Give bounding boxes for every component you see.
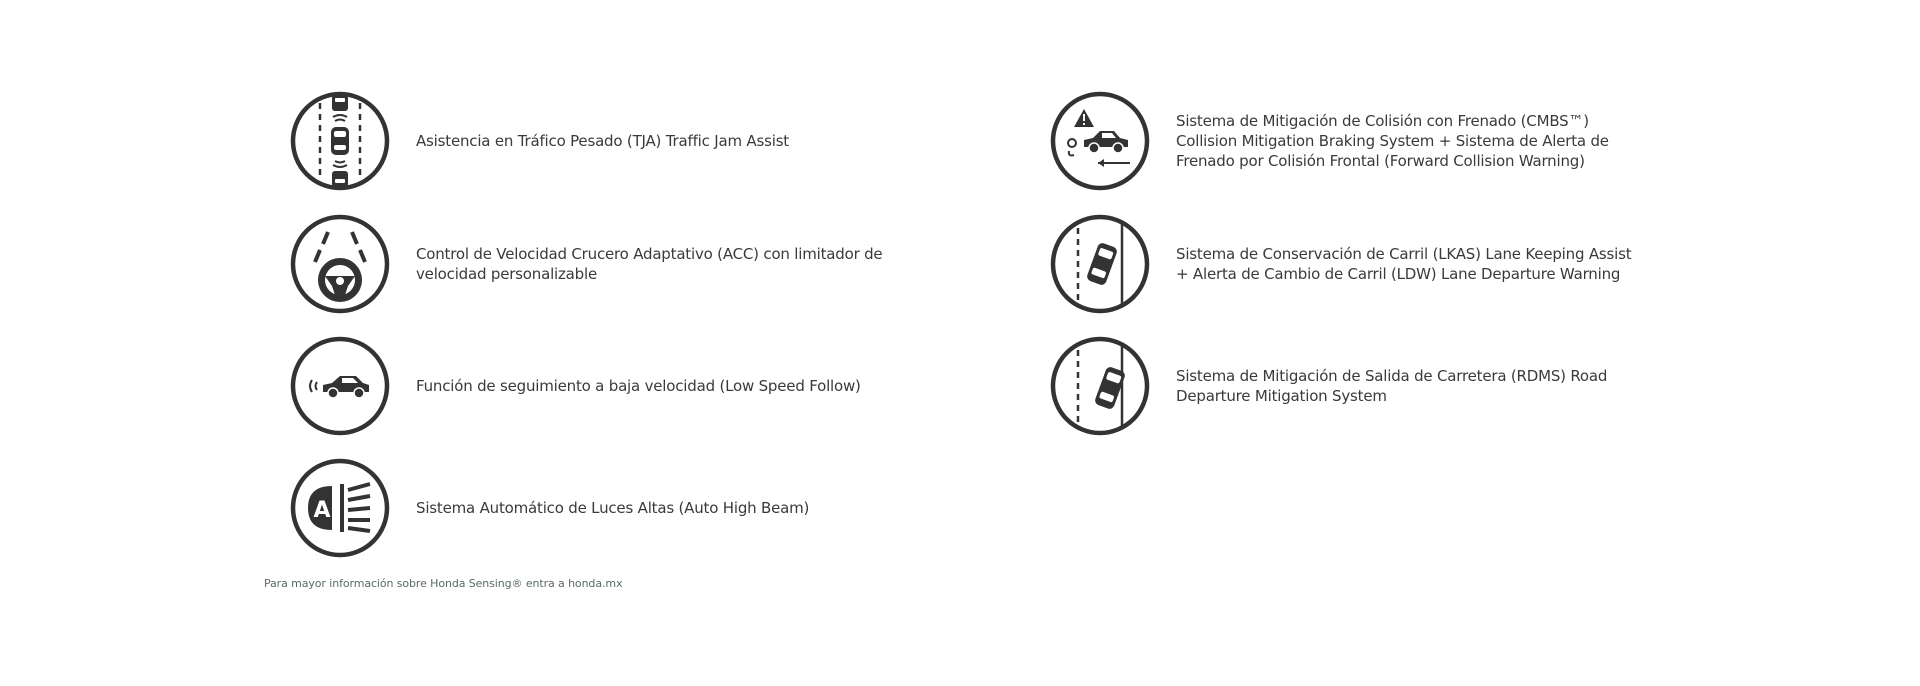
feature-low-speed-follow xyxy=(290,336,886,436)
feature-label: Sistema de Conservación de Carril (LKAS) Lane Keeping Assist + Alerta de Cambio de Carril (LDW) Lane Departure Warning xyxy=(1176,245,1632,283)
honda-sensing-footer-note: Para mayor información sobre Honda Sensing® entra a honda.mx xyxy=(264,577,623,590)
feature-label: Sistema de Mitigación de Colisión con Frenado (CMBS™) Collision Mitigation Braking System + Sistema de Alerta de Frenado por Colisión Frontal (Forward Collision Warning) xyxy=(1176,112,1609,170)
feature-adaptive-cruise-control xyxy=(290,214,886,314)
feature-traffic-jam-assist xyxy=(290,91,886,191)
feature-label: Función de seguimiento a baja velocidad (Low Speed Follow) xyxy=(416,377,861,395)
feature-collision-mitigation xyxy=(1050,91,1646,191)
lane-keeping-icon xyxy=(1050,214,1150,314)
road-departure-icon xyxy=(1050,336,1150,436)
feature-lane-keeping-assist xyxy=(1050,214,1646,314)
collision-warning-icon xyxy=(1050,91,1150,191)
feature-label: Control de Velocidad Crucero Adaptativo (ACC) con limitador de velocidad personalizable xyxy=(416,245,883,283)
steering-wheel-icon xyxy=(290,214,390,314)
feature-road-departure-mitigation xyxy=(1050,336,1646,436)
low-speed-follow-icon xyxy=(290,336,390,436)
feature-label: Sistema de Mitigación de Salida de Carretera (RDMS) Road Departure Mitigation System xyxy=(1176,367,1608,405)
feature-label: Sistema Automático de Luces Altas (Auto High Beam) xyxy=(416,499,810,517)
traffic-jam-assist-icon xyxy=(290,91,390,191)
feature-auto-high-beam xyxy=(290,458,886,558)
high-beam-letter: A xyxy=(313,498,331,523)
feature-label: Asistencia en Tráfico Pesado (TJA) Traffic Jam Assist xyxy=(416,132,789,150)
auto-high-beam-icon xyxy=(290,458,390,558)
